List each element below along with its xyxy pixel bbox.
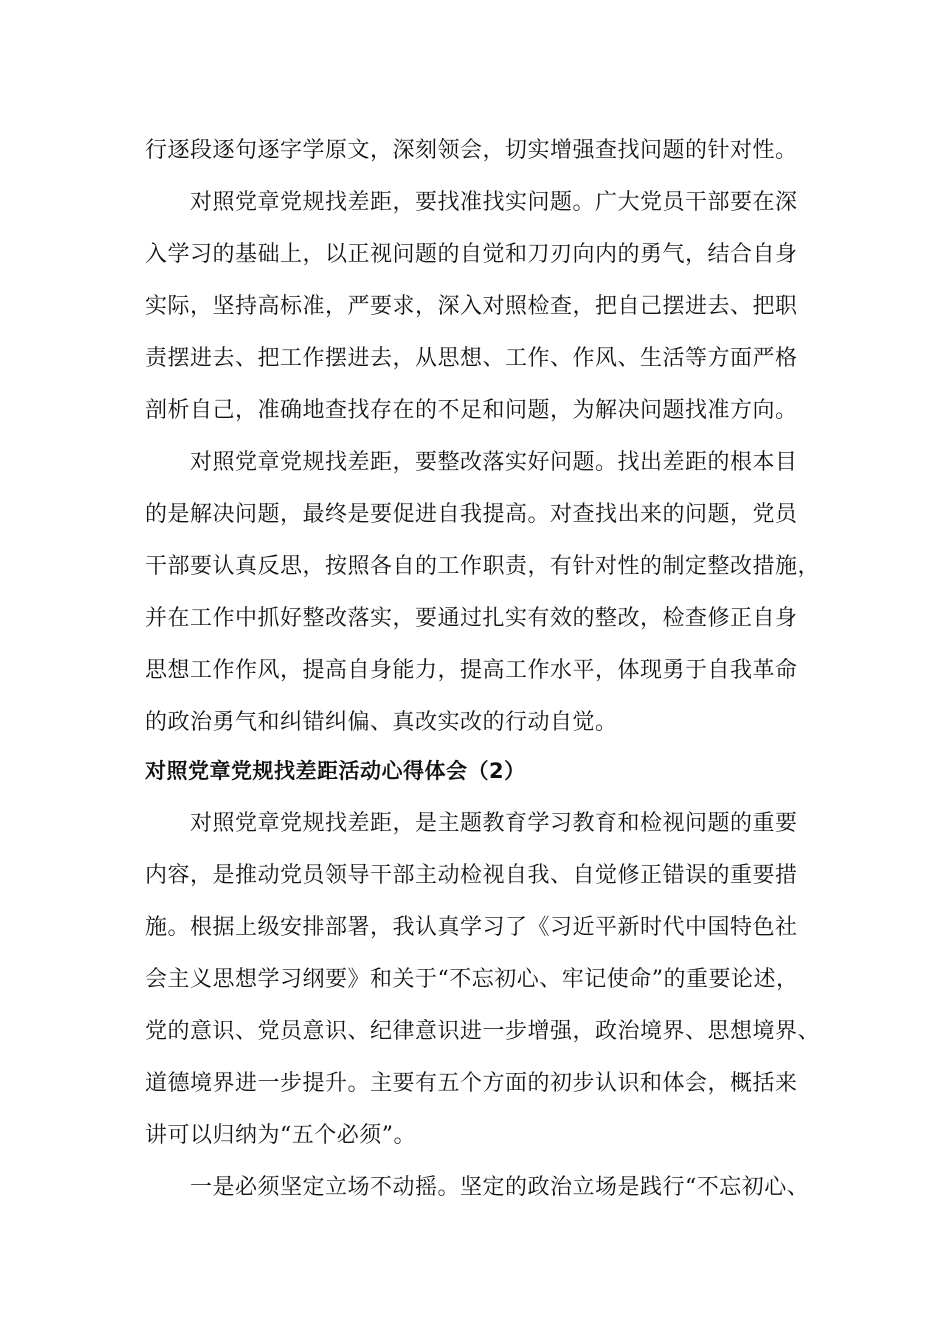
text-line: 会主义思想学习纲要》和关于“不忘初心、牢记使命”的重要论述， bbox=[145, 967, 799, 992]
text-line: 并在工作中抓好整改落实，要通过扎实有效的整改，检查修正自身 bbox=[145, 606, 798, 631]
text-line: 的是解决问题，最终是要促进自我提高。对查找出来的问题，党员 bbox=[145, 502, 798, 527]
text-line: 施。根据上级安排部署，我认真学习了《习近平新时代中国特色社 bbox=[145, 915, 798, 940]
text-line: 一是必须坚定立场不动摇。坚定的政治立场是践行“不忘初心、 bbox=[145, 1175, 810, 1200]
text-line: 党的意识、党员意识、纪律意识进一步增强，政治境界、思想境界、 bbox=[145, 1019, 821, 1044]
text-line: 行逐段逐句逐字学原文，深刻领会，切实增强查找问题的针对性。 bbox=[145, 138, 798, 163]
text-line: 实际，坚持高标准，严要求，深入对照检查，把自己摆进去、把职 bbox=[145, 294, 798, 319]
text-line: 对照党章党规找差距，要整改落实好问题。找出差距的根本目 bbox=[145, 450, 798, 475]
text-line: 入学习的基础上，以正视问题的自觉和刀刃向内的勇气，结合自身 bbox=[145, 242, 798, 267]
text-line: 内容，是推动党员领导干部主动检视自我、自觉修正错误的重要措 bbox=[145, 863, 798, 888]
text-line: 干部要认真反思，按照各自的工作职责，有针对性的制定整改措施， bbox=[145, 554, 821, 579]
text-line: 责摆进去、把工作摆进去，从思想、工作、作风、生活等方面严格 bbox=[145, 346, 798, 371]
text-line: 对照党章党规找差距，是主题教育学习教育和检视问题的重要 bbox=[145, 811, 798, 836]
heading-text: 对照党章党规找差距活动心得体会（2） bbox=[145, 759, 526, 783]
text-line: 的政治勇气和纠错纠偏、真改实改的行动自觉。 bbox=[145, 710, 618, 735]
text-line: 思想工作作风，提高自身能力，提高工作水平，体现勇于自我革命 bbox=[145, 658, 798, 683]
text-line: 道德境界进一步提升。主要有五个方面的初步认识和体会，概括来 bbox=[145, 1071, 798, 1096]
body-text-part-2 bbox=[145, 798, 821, 1214]
section-heading bbox=[145, 745, 805, 797]
text-line: 讲可以归纳为“五个必须”。 bbox=[145, 1123, 416, 1148]
text-line: 剖析自己，准确地查找存在的不足和问题，为解决问题找准方向。 bbox=[145, 398, 798, 423]
text-line: 对照党章党规找差距，要找准找实问题。广大党员干部要在深 bbox=[145, 190, 798, 215]
body-text-part-1 bbox=[145, 125, 821, 749]
